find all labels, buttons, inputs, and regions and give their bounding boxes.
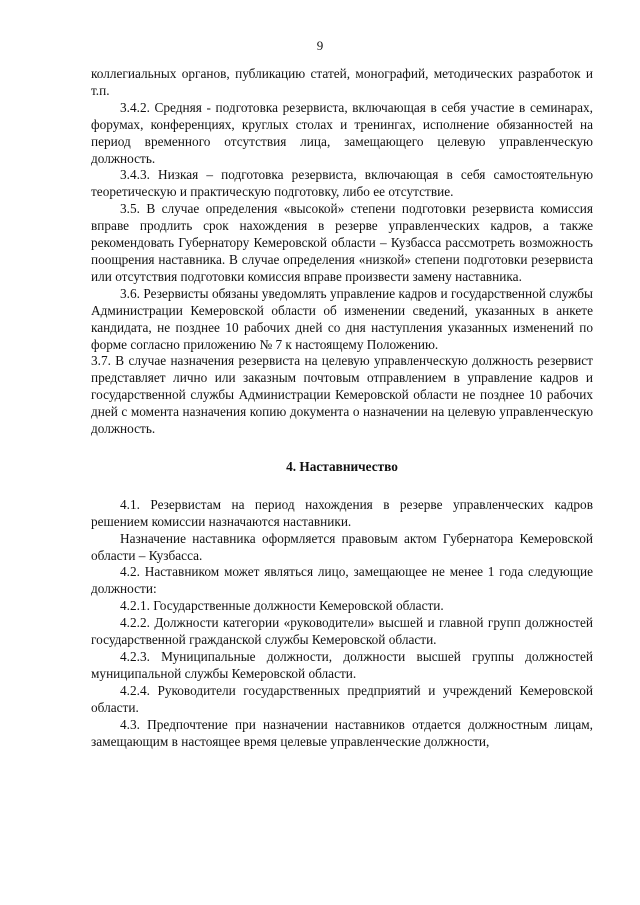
paragraphs-after-section <box>91 497 593 751</box>
paragraph: 4.2. Наставником может являться лицо, замещающее не менее 1 года следующие должности: <box>91 564 593 597</box>
paragraph: 3.7. В случае назначения резервиста на целевую управленческую должность резервист представляет лично или заказным почтовым отправлением в управление кадров и государственной службы Администрации Кемеровской области не позднее 10 рабочих дней с момента назначения копию документа о назначении на целевую управленческую должность. <box>91 353 593 437</box>
paragraphs-before-section <box>91 66 593 438</box>
section-heading: 4. Наставничество <box>286 458 398 474</box>
paragraph: 4.2.2. Должности категории «руководители» высшей и главной групп должностей государственной гражданской службы Кемеровской области. <box>91 615 593 648</box>
paragraph: 4.1. Резервистам на период нахождения в резерве управленческих кадров решением комиссии назначаются наставники. <box>91 496 593 529</box>
paragraph: Назначение наставника оформляется правовым актом Губернатора Кемеровской области – Кузбасса. <box>91 530 593 563</box>
paragraph: 4.2.3. Муниципальные должности, должности высшей группы должностей муниципальной службы Кемеровской области. <box>91 649 593 681</box>
paragraph: 4.3. Предпочтение при назначении наставников отдается должностным лицам, замещающим в настоящее время целевые управленческие должности, <box>91 716 593 749</box>
page-number: 9 <box>316 38 324 53</box>
document-body <box>91 66 593 750</box>
paragraph: 3.6. Резервисты обязаны уведомлять управление кадров и государственной службы Администрации Кемеровской области об изменении сведений, указанных в анкете кандидата, не позднее 10 рабочих дней со дня наступления указанных изменений по форме согласно приложению № 7 к настоящему Положению. <box>91 285 593 352</box>
paragraph: 4.2.1. Государственные должности Кемеровской области. <box>120 598 444 614</box>
paragraph: 3.4.2. Средняя - подготовка резервиста, включающая в себя участие в семинарах, форумах, конференциях, круглых столах и тренингах, исполнение обязанностей на период временного отсутствия лица, замещающего целевую управленческую должность. <box>91 99 593 166</box>
paragraph: 3.5. В случае определения «высокой» степени подготовки резервиста комиссия вправе продлить срок нахождения в резерве управленческих кадров, а также рекомендовать Губернатору Кемеровской области – Кузбасса рассмотреть возможность поощрения наставника. В случае определения «низкой» степени подготовки резервиста или отсутствия подготовки комиссия вправе произвести замену наставника. <box>91 201 593 284</box>
paragraph: коллегиальных органов, публикацию статей, монографий, методических разработок и т.п. <box>91 66 593 98</box>
paragraph: 4.2.4. Руководители государственных предприятий и учреждений Кемеровской области. <box>91 682 593 715</box>
paragraph: 3.4.3. Низкая – подготовка резервиста, включающая в себя самостоятельную теоретическую и практическую подготовку, либо ее отсутствие. <box>91 167 593 200</box>
